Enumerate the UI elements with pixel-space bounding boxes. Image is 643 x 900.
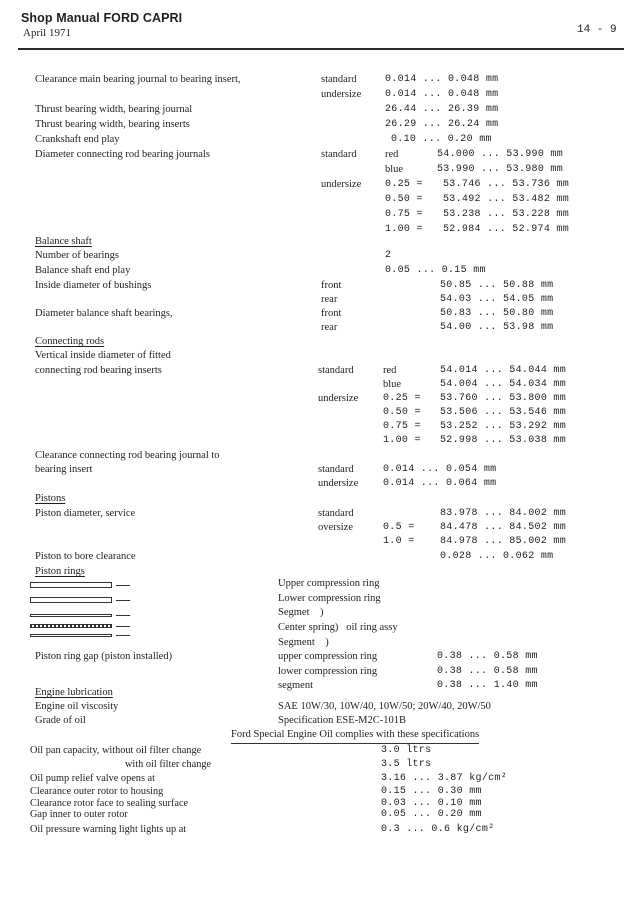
ring-name: Segment ) (278, 637, 329, 648)
spec-row (0, 208, 643, 222)
spec-row (0, 550, 643, 564)
spec-label: Vertical inside diameter of fitted (35, 350, 171, 361)
spec-type: lower compression ring (278, 666, 378, 677)
spec-label: Clearance connecting rod bearing journal to (35, 450, 220, 461)
section-heading: Engine lubrication (35, 687, 113, 698)
spec-variant: 0.25 = (383, 393, 421, 404)
spec-value: 52.998 ... 53.038 mm (440, 435, 567, 446)
spec-row (0, 321, 643, 335)
spec-value: 0.10 ... 0.20 mm (391, 134, 492, 145)
spec-row (0, 507, 643, 521)
spec-type: standard (321, 149, 357, 160)
spec-variant: 0.50 = (383, 407, 421, 418)
spec-value: 0.014 ... 0.048 mm (385, 74, 499, 85)
spec-value: 84.978 ... 85.002 mm (440, 536, 567, 547)
spec-variant: 0.75 = (385, 209, 423, 220)
spec-label: Thrust bearing width, bearing inserts (35, 119, 190, 130)
spec-label: with oil filter change (125, 759, 212, 770)
spec-value: 3.0 ltrs (381, 745, 432, 756)
spec-value: SAE 10W/30, 10W/40, 10W/50; 20W/40, 20W/50 (278, 701, 491, 712)
spec-value: 54.014 ... 54.044 mm (440, 365, 567, 376)
spec-value: 0.15 ... 0.30 mm (381, 786, 482, 797)
spec-value: 84.478 ... 84.502 mm (440, 522, 567, 533)
ring-name: Upper compression ring (278, 578, 380, 589)
manual-date: April 1971 (23, 27, 71, 39)
spec-row (0, 223, 643, 237)
spec-row (0, 406, 643, 420)
spec-row (0, 420, 643, 434)
spec-type: oversize (318, 522, 353, 533)
spec-row (0, 744, 643, 758)
spec-label: connecting rod bearing inserts (35, 365, 162, 376)
spec-value: 26.29 ... 26.24 mm (385, 119, 499, 130)
spec-type: standard (318, 365, 354, 376)
spec-variant: 0.25 = (385, 179, 423, 190)
section-heading: Pistons (35, 493, 66, 504)
spec-value: 26.44 ... 26.39 mm (385, 104, 499, 115)
manual-title: Shop Manual FORD CAPRI (21, 11, 183, 25)
spec-row (0, 264, 643, 278)
spec-value: 2 (385, 250, 392, 261)
spec-row (0, 758, 643, 772)
spec-label: Clearance main bearing journal to bearing insert, (35, 74, 241, 85)
page-number: 14 - 9 (577, 24, 617, 36)
spec-variant: blue (383, 379, 402, 390)
spec-value: 50.83 ... 50.80 mm (440, 308, 554, 319)
spec-variant: red (383, 365, 397, 376)
spec-label: Piston diameter, service (35, 508, 136, 519)
spec-row (0, 714, 643, 728)
spec-variant: 1.0 = (383, 536, 415, 547)
spec-value: 0.03 ... 0.10 mm (381, 798, 482, 809)
spec-value: 3.16 ... 3.87 kg/cm² (381, 773, 508, 784)
spec-row (0, 118, 643, 132)
spec-row (0, 449, 643, 463)
spec-row (0, 434, 643, 448)
ring-name: Segmet ) (278, 607, 324, 618)
spec-value: 54.00 ... 53.98 mm (440, 322, 554, 333)
spec-value: 54.004 ... 54.034 mm (440, 379, 567, 390)
spec-row (0, 148, 643, 162)
spec-value: 0.38 ... 1.40 mm (437, 680, 538, 691)
spec-label: Piston ring gap (piston installed) (35, 651, 173, 662)
spec-row (0, 650, 643, 664)
spec-row (0, 378, 643, 392)
ring-name: Lower compression ring (278, 593, 381, 604)
spec-label: Clearance rotor face to sealing surface (30, 798, 189, 809)
spec-variant: 0.5 = (383, 522, 415, 533)
spec-label: Inside diameter of bushings (35, 280, 152, 291)
spec-type: standard (318, 464, 354, 475)
spec-value: 53.746 ... 53.736 mm (443, 179, 570, 190)
spec-row (0, 392, 643, 406)
spec-type: front (321, 308, 342, 319)
spec-value: 83.978 ... 84.002 mm (440, 508, 567, 519)
header-rule (18, 48, 624, 50)
section-heading: Connecting rods (35, 336, 105, 347)
spec-type: standard (318, 508, 354, 519)
spec-label: Oil pan capacity, without oil filter change (30, 745, 202, 756)
spec-value: 0.014 ... 0.054 mm (383, 464, 497, 475)
section-heading: Balance shaft (35, 236, 92, 247)
spec-type: rear (321, 322, 338, 333)
spec-value: 0.38 ... 0.58 mm (437, 666, 538, 677)
spec-row (0, 193, 643, 207)
spec-value: 0.014 ... 0.048 mm (385, 89, 499, 100)
spec-row (0, 364, 643, 378)
spec-label: Gap inner to outer rotor (30, 809, 128, 820)
spec-variant: 0.50 = (385, 194, 423, 205)
spec-label: Diameter connecting rod bearing journals (35, 149, 210, 160)
spec-value: 53.252 ... 53.292 mm (440, 421, 567, 432)
ring-name: Center spring) oil ring assy (278, 622, 398, 633)
spec-value: 53.506 ... 53.546 mm (440, 407, 567, 418)
spec-variant: 1.00 = (385, 224, 423, 235)
spec-row (0, 307, 643, 321)
spec-type: segment (278, 680, 313, 691)
spec-row (0, 178, 643, 192)
spec-type: upper compression ring (278, 651, 378, 662)
spec-value: 0.05 ... 0.20 mm (381, 809, 482, 820)
spec-row (0, 349, 643, 363)
spec-row (0, 103, 643, 117)
spec-label: bearing insert (35, 464, 93, 475)
spec-label: Engine oil viscosity (35, 701, 119, 712)
spec-row (0, 88, 643, 102)
spec-value: 53.238 ... 53.228 mm (443, 209, 570, 220)
spec-row (0, 823, 643, 837)
spec-label: Thrust bearing width, bearing journal (35, 104, 193, 115)
spec-label: Grade of oil (35, 715, 86, 726)
spec-type: undersize (321, 89, 362, 100)
spec-variant: 1.00 = (383, 435, 421, 446)
spec-value: 3.5 ltrs (381, 759, 432, 770)
spec-row (0, 293, 643, 307)
spec-row (0, 808, 643, 822)
spec-value: 53.760 ... 53.800 mm (440, 393, 567, 404)
spec-row (0, 73, 643, 87)
spec-row (0, 133, 643, 147)
spec-row (0, 163, 643, 177)
spec-value: 52.984 ... 52.974 mm (443, 224, 570, 235)
spec-label: Balance shaft end play (35, 265, 131, 276)
spec-label: Oil pump relief valve opens at (30, 773, 155, 784)
spec-value: 54.000 ... 53.990 mm (437, 149, 564, 160)
spec-type: undersize (321, 179, 362, 190)
spec-variant: blue (385, 164, 404, 175)
spec-row (0, 279, 643, 293)
spec-value: 0.05 ... 0.15 mm (385, 265, 486, 276)
spec-label: Clearance outer rotor to housing (30, 786, 164, 797)
spec-label: Piston to bore clearance (35, 551, 136, 562)
spec-note: Ford Special Engine Oil complies with these specifications (231, 728, 479, 744)
spec-label: Number of bearings (35, 250, 119, 261)
spec-type: standard (321, 74, 357, 85)
spec-value: 53.492 ... 53.482 mm (443, 194, 570, 205)
spec-value: 0.028 ... 0.062 mm (440, 551, 554, 562)
spec-value: 0.38 ... 0.58 mm (437, 651, 538, 662)
spec-row (0, 665, 643, 679)
spec-value: 0.014 ... 0.064 mm (383, 478, 497, 489)
spec-row (0, 249, 643, 263)
spec-value: 0.3 ... 0.6 kg/cm² (381, 824, 495, 835)
spec-row (0, 700, 643, 714)
spec-value: 53.990 ... 53.980 mm (437, 164, 564, 175)
spec-row (0, 728, 643, 742)
spec-row (0, 521, 643, 535)
spec-variant: red (385, 149, 399, 160)
spec-label: Diameter balance shaft bearings, (35, 308, 173, 319)
spec-row (0, 772, 643, 786)
spec-label: Crankshaft end play (35, 134, 120, 145)
spec-type: undersize (318, 478, 359, 489)
spec-type: rear (321, 294, 338, 305)
spec-type: front (321, 280, 342, 291)
spec-row (0, 463, 643, 477)
spec-row (0, 535, 643, 549)
section-heading: Piston rings (35, 566, 85, 577)
spec-value: Specification ESE-M2C-101B (278, 715, 407, 726)
spec-value: 54.03 ... 54.05 mm (440, 294, 554, 305)
spec-value: 50.85 ... 50.88 mm (440, 280, 554, 291)
spec-row (0, 477, 643, 491)
spec-variant: 0.75 = (383, 421, 421, 432)
spec-label: Oil pressure warning light lights up at (30, 824, 187, 835)
spec-type: undersize (318, 393, 359, 404)
